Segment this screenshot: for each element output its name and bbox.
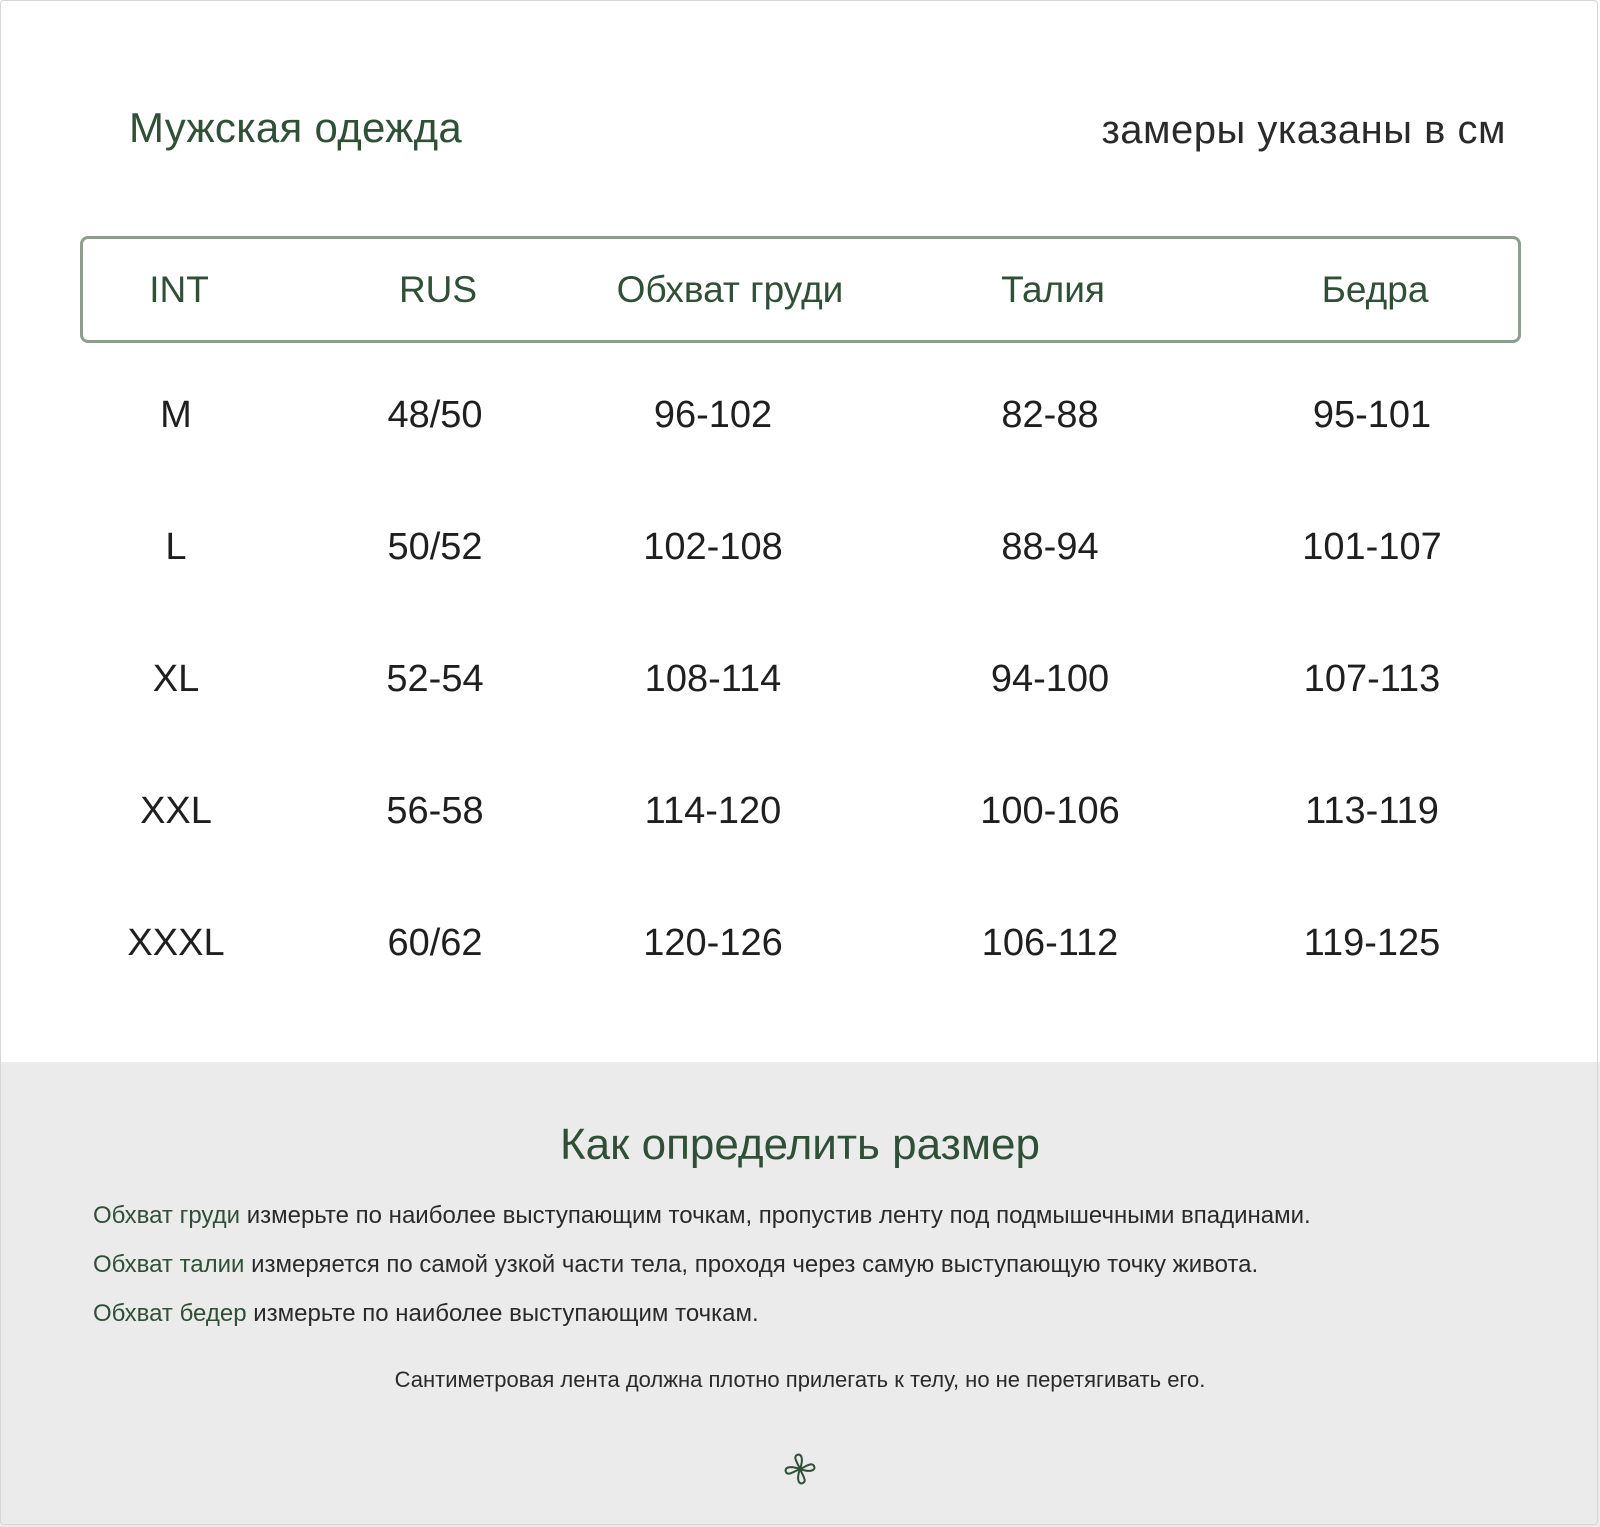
- cell-rus: 60/62: [387, 922, 483, 964]
- cell-waist: 88-94: [1001, 526, 1099, 568]
- table-row: [0, 922, 1600, 982]
- table-row: [0, 790, 1600, 850]
- guide-term: Обхват бедер: [93, 1300, 247, 1327]
- table-row: [0, 394, 1600, 454]
- guide-title: Как определить размер: [560, 1120, 1040, 1169]
- guide-term: Обхват груди: [93, 1202, 241, 1229]
- brand-logo-icon: [783, 1452, 817, 1486]
- cell-int: L: [165, 526, 187, 568]
- cell-rus: 56-58: [386, 790, 484, 832]
- table-header: [80, 236, 1521, 343]
- guide-text: измерьте по наиболее выступающим точкам, пропустив ленту под подмышечными впадинами.: [240, 1202, 1311, 1229]
- cell-waist: 100-106: [980, 790, 1120, 832]
- guide-text: измерьте по наиболее выступающим точкам.: [246, 1300, 759, 1327]
- units-note: замеры указаны в см: [1101, 108, 1506, 152]
- guide-item-hips: [93, 1300, 759, 1328]
- column-header-chest: Обхват груди: [616, 269, 844, 310]
- cell-chest: 96-102: [653, 394, 773, 436]
- guide-note: Сантиметровая лента должна плотно прилегать к телу, но не перетягивать его.: [394, 1367, 1206, 1392]
- table-row: [0, 658, 1600, 718]
- column-header-rus: RUS: [398, 269, 478, 310]
- cell-rus: 50/52: [387, 526, 483, 568]
- page-title: Мужская одежда: [129, 104, 463, 151]
- column-header-hips: Бедра: [1321, 269, 1429, 310]
- size-guide-section: [0, 1062, 1600, 1527]
- cell-waist: 106-112: [981, 922, 1119, 964]
- cell-chest: 120-126: [643, 922, 783, 964]
- cell-hips: 95-101: [1312, 394, 1432, 436]
- cell-waist: 82-88: [1001, 394, 1099, 436]
- cell-waist: 94-100: [990, 658, 1110, 700]
- table-row: [0, 526, 1600, 586]
- cell-rus: 52-54: [386, 658, 484, 700]
- cell-chest: 102-108: [643, 526, 783, 568]
- cell-rus: 48/50: [387, 394, 483, 436]
- column-header-waist: Талия: [1001, 269, 1105, 310]
- cell-int: XXL: [140, 790, 212, 832]
- guide-item-waist: [93, 1251, 1258, 1279]
- cell-int: XL: [152, 658, 200, 700]
- column-header-int: INT: [149, 269, 209, 310]
- cell-hips: 119-125: [1303, 922, 1441, 964]
- guide-term: Обхват талии: [93, 1251, 245, 1278]
- guide-item-chest: [93, 1202, 1311, 1230]
- cell-hips: 107-113: [1303, 658, 1441, 700]
- cell-hips: 101-107: [1302, 526, 1442, 568]
- guide-text: измеряется по самой узкой части тела, проходя через самую выступающую точку живота.: [244, 1251, 1259, 1278]
- cell-chest: 108-114: [644, 658, 782, 700]
- cell-int: XXXL: [127, 922, 225, 964]
- cell-int: M: [160, 394, 192, 436]
- cell-chest: 114-120: [644, 790, 782, 832]
- cell-hips: 113-119: [1305, 790, 1439, 832]
